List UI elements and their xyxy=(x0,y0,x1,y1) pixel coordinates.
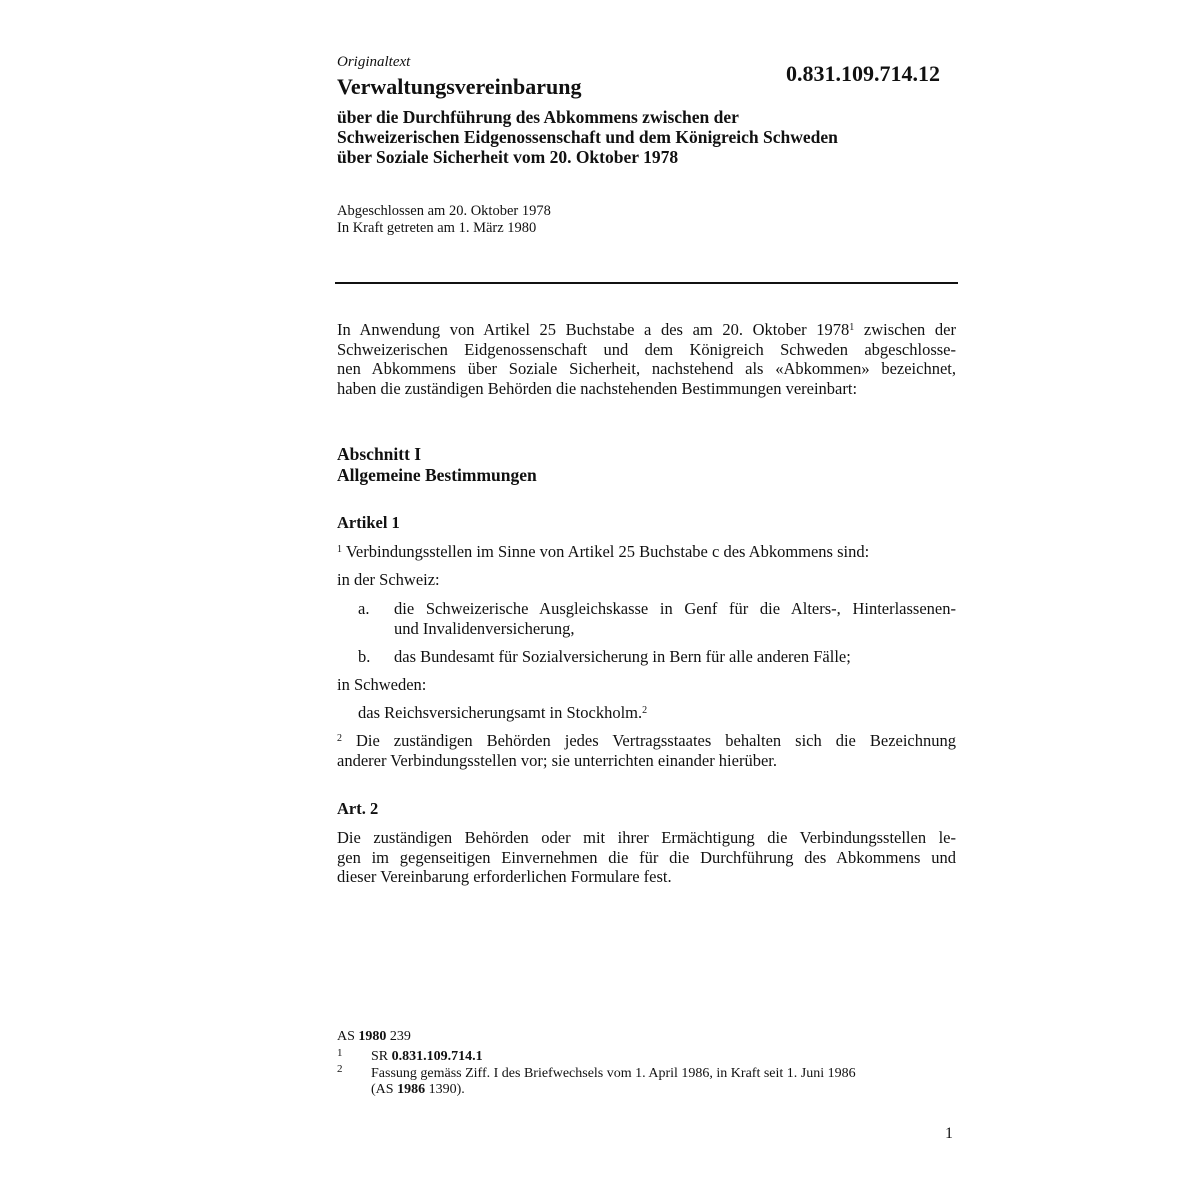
paragraph-text: Die zuständigen Behörden jedes Vertragsstaates behalten sich die Bezeichnung xyxy=(342,731,956,750)
paragraph-line xyxy=(337,731,956,751)
section-number: Abschnitt I xyxy=(337,444,422,464)
paragraph-text: Verbindungsstellen im Sinne von Artikel 25 Buchstabe c des Abkommens sind: xyxy=(342,542,870,561)
preamble-text: zwischen der xyxy=(854,320,956,339)
sweden-label: in Schweden: xyxy=(337,675,427,694)
list-item-a xyxy=(394,599,956,638)
list-item-line: und Invalidenversicherung, xyxy=(394,618,575,638)
paragraph-line: Die zuständigen Behörden oder mit ihrer Ermächtigung die Verbindungsstellen le- xyxy=(337,828,956,847)
paragraph-number: 2 xyxy=(337,733,342,744)
preamble-line: nen Abkommens über Soziale Sicherheit, nachstehend als «Abkommen» bezeichnet, xyxy=(337,359,956,378)
list-letter-a: a. xyxy=(358,599,370,618)
footnote-1-number: 1 xyxy=(337,1047,343,1059)
header-divider xyxy=(335,282,958,284)
footnote-ref-2: 2 xyxy=(642,705,648,716)
concluded-date: Abgeschlossen am 20. Oktober 1978 xyxy=(337,203,551,219)
original-text-label: Originaltext xyxy=(337,54,411,70)
switzerland-label: in der Schweiz: xyxy=(337,570,440,589)
paragraph-line: gen im gegenseitigen Einvernehmen die für die Durchführung des Abkommens und xyxy=(337,847,956,867)
article-1-paragraph-1 xyxy=(337,542,869,562)
page-number: 1 xyxy=(945,1125,953,1142)
footnote-2-number: 2 xyxy=(337,1063,343,1075)
paragraph-line: anderer Verbindungsstellen vor; sie unterrichten einander hierüber. xyxy=(337,750,777,770)
sweden-item-text: das Reichsversicherungsamt in Stockholm. xyxy=(358,703,643,722)
as-reference xyxy=(337,1029,411,1045)
article-2-paragraph xyxy=(337,828,956,887)
footnote-1-ref: 0.831.109.714.1 xyxy=(391,1049,483,1064)
document-subtitle xyxy=(337,107,957,167)
article-2-heading: Art. 2 xyxy=(337,799,379,818)
footnote-2 xyxy=(371,1066,856,1097)
footnote-2-text: 1390). xyxy=(425,1081,465,1097)
subtitle-line: über die Durchführung des Abkommens zwischen der xyxy=(337,107,739,127)
in-force-date: In Kraft getreten am 1. März 1980 xyxy=(337,220,537,236)
footnote-1 xyxy=(371,1049,483,1065)
document-title: Verwaltungsvereinbarung xyxy=(337,74,582,99)
footnote-2-line: Fassung gemäss Ziff. I des Briefwechsels vom 1. April 1986, in Kraft seit 1. Juni 1986 xyxy=(371,1066,856,1081)
preamble-line: Schweizerischen Eidgenossenschaft und dem Königreich Schweden abgeschlosse- xyxy=(337,339,956,359)
dates-block xyxy=(337,203,551,237)
footnote-1-prefix: SR xyxy=(371,1049,392,1064)
list-item-line: die Schweizerische Ausgleichskasse in Genf für die Alters-, Hinterlassenen- xyxy=(394,599,956,618)
article-1-paragraph-2 xyxy=(337,731,956,770)
list-letter-b: b. xyxy=(358,647,371,666)
footnote-ref-1: 1 xyxy=(849,322,855,333)
paragraph-number: 1 xyxy=(337,544,342,555)
section-title: Allgemeine Bestimmungen xyxy=(337,465,537,485)
footnote-2-text: (AS xyxy=(371,1081,398,1097)
as-page: 239 xyxy=(386,1029,411,1044)
footnote-2-line xyxy=(371,1082,856,1098)
paragraph-line: dieser Vereinbarung erforderlichen Formulare fest. xyxy=(337,867,672,886)
as-year: 1980 xyxy=(358,1029,387,1044)
subtitle-line: Schweizerischen Eidgenossenschaft und dem Königreich Schweden xyxy=(337,127,838,147)
article-1-heading: Artikel 1 xyxy=(337,513,400,532)
sweden-item xyxy=(358,703,647,723)
list-item-b: das Bundesamt für Sozialversicherung in Bern für alle anderen Fälle; xyxy=(394,647,851,666)
subtitle-line: über Soziale Sicherheit vom 20. Oktober 1978 xyxy=(337,147,679,167)
footnote-2-year: 1986 xyxy=(397,1081,426,1097)
preamble-line xyxy=(337,320,956,340)
preamble-text: In Anwendung von Artikel 25 Buchstabe a des am 20. Oktober 1978 xyxy=(337,320,850,339)
preamble-line: haben die zuständigen Behörden die nachstehenden Bestimmungen vereinbart: xyxy=(337,378,858,398)
as-prefix: AS xyxy=(337,1029,359,1044)
section-heading xyxy=(337,444,537,486)
sr-number: 0.831.109.714.12 xyxy=(786,61,940,86)
preamble xyxy=(337,320,956,398)
